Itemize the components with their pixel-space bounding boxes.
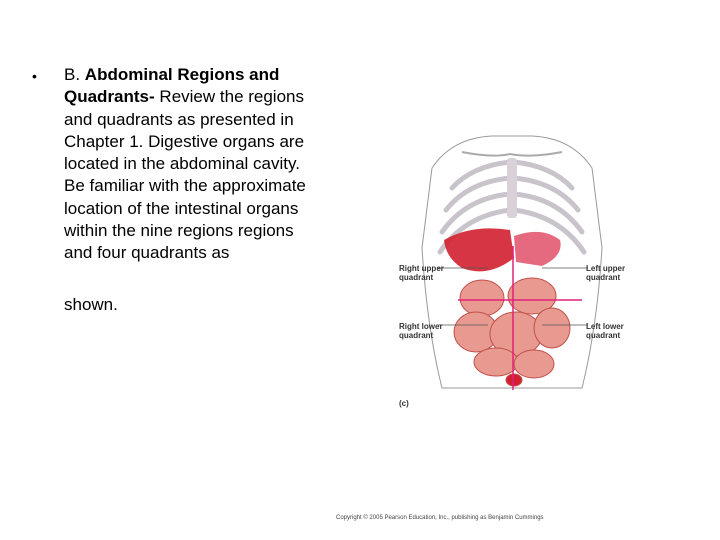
bullet-symbol: • — [32, 68, 37, 84]
bullet-lead: B. — [64, 65, 81, 84]
bullet-body: Review the regions and quadrants as presented in Chapter 1. Digestive organs are located in the abdominal cavity. Be familiar with the approximate location of the intestinal organs within the nine regions regions and four quadrants as — [64, 87, 306, 263]
label-left-lower-quadrant: Left lower quadrant — [586, 322, 624, 340]
stomach — [514, 232, 561, 266]
label-left-upper-quadrant: Left upper quadrant — [586, 264, 626, 282]
bullet-text — [64, 64, 314, 265]
label-right-lower-quadrant: Right lower quadrant — [399, 322, 443, 340]
clavicles — [462, 152, 562, 156]
bullet-heading: Abdominal Regions and Quadrants- — [64, 65, 280, 107]
copyright-notice: Copyright © 2005 Pearson Education, Inc., publishing as Benjamin Cummings — [336, 515, 544, 521]
bullet-tail: shown. — [64, 295, 118, 314]
sternum — [507, 158, 517, 218]
figure-panel-label: (c) — [399, 399, 409, 408]
intestines — [454, 278, 570, 386]
label-right-upper-quadrant: Right upper quadrant — [399, 264, 444, 282]
